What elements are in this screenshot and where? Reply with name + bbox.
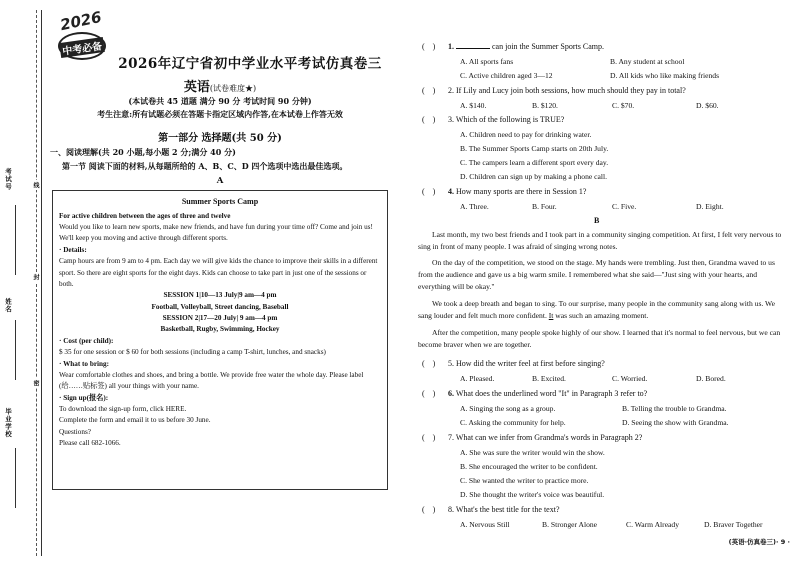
q3-option-c[interactable]: C. The campers learn a different sport every day.: [460, 158, 609, 167]
part-heading: 第一部分 选择题(共 50 分): [158, 133, 282, 144]
q5-option-c[interactable]: C. Worried.: [612, 374, 648, 383]
question-8: [422, 505, 560, 514]
question-4: [422, 187, 586, 196]
q2-option-a[interactable]: A. $140.: [460, 101, 487, 110]
name-field[interactable]: [15, 320, 16, 380]
question-number: 2.: [448, 86, 454, 95]
q3-option-d[interactable]: D. Children can sign up by making a phone call.: [460, 172, 607, 181]
question-number: 4.: [448, 187, 454, 196]
answer-paren[interactable]: ( ): [422, 86, 436, 95]
q8-option-c[interactable]: C. Warm Already: [626, 520, 680, 529]
passage-b-p4: After the competition, many people spoke highly of our show. I learned that it's normal to feel nervous, but we can become braver when we are together.: [418, 328, 781, 349]
session-1: SESSION 1|10—13 July|9 am—4 pm: [163, 291, 277, 300]
exam-subject: [48, 76, 392, 95]
q5-option-d[interactable]: D. Bored.: [696, 374, 726, 383]
passage-a-title: Summer Sports Camp: [181, 197, 259, 206]
questions-line: Questions?: [59, 427, 91, 436]
exam-title: 2026年辽宁省初中学业水平考试仿真卷三: [118, 56, 382, 72]
question-stem: What can we infer from Grandma's words in Paragraph 2?: [455, 433, 643, 442]
cut-mark-seal: 封: [32, 274, 39, 280]
subject-name: 英语: [183, 80, 210, 95]
q2-option-c[interactable]: C. $70.: [612, 101, 635, 110]
question-6: [422, 389, 647, 398]
call-line: Please call 682-1066.: [59, 439, 121, 448]
bring-label: · What to bring:: [59, 359, 109, 368]
right-column: [414, 0, 790, 566]
name-label: 姓名: [4, 298, 12, 313]
q1-option-a[interactable]: A. All sports fans: [460, 57, 514, 66]
question-2: [422, 86, 686, 95]
q7-option-c[interactable]: C. She wanted the writer to practice more.: [460, 476, 589, 485]
p3-text-b: was such an amazing moment.: [553, 310, 649, 320]
session-2-sports: Basketball, Rugby, Swimming, Hockey: [160, 325, 280, 334]
q3-option-a[interactable]: A. Children need to pay for drinking water.: [460, 130, 592, 139]
p3-text-a: We took a deep breath and began to sing. To our surprise, many people in the community sang along with us. We sang louder and felt much more confident.: [418, 299, 775, 320]
question-number: 7.: [448, 433, 454, 442]
question-stem: If Lily and Lucy join both sessions, how much should they pay in total?: [456, 86, 686, 95]
answer-paren[interactable]: ( ): [422, 42, 436, 51]
passage-a-intro: Would you like to learn new sports, make new friends, and have fun during your time off? Come and join us! We'll keep you moving and active through different sports.: [59, 223, 373, 243]
section-heading: 一、阅读理解(共 20 小题,每小题 2 分;满分 40 分): [50, 147, 236, 157]
left-column: [48, 0, 392, 566]
question-3: [422, 115, 564, 124]
cost-text: $ 35 for one session or $ 60 for both sessions (including a camp T-shirt, lunches, and snacks): [59, 348, 326, 357]
answer-paren[interactable]: ( ): [422, 115, 436, 124]
question-stem: can join the Summer Sports Camp.: [492, 42, 604, 51]
q6-option-d[interactable]: D. Seeing the show with Grandma.: [622, 418, 729, 427]
question-stem: How did the writer feel at first before singing?: [456, 359, 605, 368]
exam-number-label: 考试号: [4, 168, 12, 191]
answer-blank: [456, 43, 490, 49]
passage-b-p1: Last month, my two best friends and I took part in a community singing competition. At first, I felt very nervous to sing in front of many people. I was afraid of singing wrong notes.: [418, 230, 782, 251]
passage-b-label: B: [594, 216, 600, 225]
question-number: 5.: [448, 359, 454, 368]
q2-option-d[interactable]: D. $60.: [696, 101, 719, 110]
question-stem: What's the best title for the text?: [455, 505, 560, 514]
exam-notice: 考生注意:所有试题必须在答题卡指定区域内作答,在本试卷上作答无效: [97, 109, 343, 119]
school-label: 毕业学校: [4, 408, 12, 438]
difficulty-label: (试卷难度★): [209, 84, 257, 93]
question-number: 8.: [448, 505, 454, 514]
q6-option-c[interactable]: C. Asking the community for help.: [460, 418, 566, 427]
passage-b-p2: On the day of the competition, we stood on the stage. My hands were trembling. Just then, Grandma waved to us from the audience and gave us a big warm smile. I remembered what she said—"Just sing with your hearts, and everything will be okay.": [418, 258, 775, 291]
cut-mark-secret: 密: [32, 380, 39, 386]
q4-option-b[interactable]: B. Four.: [532, 202, 557, 211]
logo-brand: 中考必备: [59, 37, 105, 58]
q4-option-a[interactable]: A. Three.: [460, 202, 489, 211]
answer-paren[interactable]: ( ): [422, 187, 436, 196]
q1-option-d[interactable]: D. All kids who like making friends: [610, 71, 720, 80]
q3-option-b[interactable]: B. The Summer Sports Camp starts on 20th July.: [460, 144, 609, 153]
details-text: Camp hours are from 9 am to 4 pm. Each day we will give kids the chance to improve their skills in a different sport. So there are eight sports for the eight days. Kids can choose to take part in just one of the sessions or both.: [59, 257, 378, 288]
answer-paren[interactable]: ( ): [422, 359, 436, 368]
details-label: · Details:: [59, 245, 87, 254]
signup-line-2: Complete the form and email it to us before 30 June.: [59, 416, 211, 425]
q1-option-b[interactable]: B. Any student at school: [610, 57, 685, 66]
q7-option-d[interactable]: D. She thought the writer's voice was beautiful.: [460, 490, 605, 499]
q5-option-a[interactable]: A. Pleased.: [460, 374, 495, 383]
passage-a-label: A: [216, 176, 224, 186]
school-field[interactable]: [15, 448, 16, 508]
session-2: SESSION 2|17—20 July| 9 am—4 pm: [162, 314, 278, 322]
question-number: 1.: [448, 42, 454, 51]
dashed-cut-line: [36, 10, 37, 556]
session-1-sports: Football, Volleyball, Street dancing, Baseball: [151, 302, 289, 311]
q7-option-b[interactable]: B. She encouraged the writer to be confident.: [460, 462, 598, 471]
answer-paren[interactable]: ( ): [422, 505, 436, 514]
margin-line: [41, 10, 42, 556]
q8-option-b[interactable]: B. Stronger Alone: [542, 520, 598, 529]
question-stem: How many sports are there in Session 1?: [456, 187, 587, 196]
q1-option-c[interactable]: C. Active children aged 3—12: [460, 71, 553, 80]
question-number: 6.: [448, 389, 454, 398]
question-7: [422, 433, 642, 442]
p3-underlined-it: It: [548, 310, 554, 320]
exam-number-field[interactable]: [15, 205, 16, 275]
subsection-heading: 第一节 阅读下面的材料,从每题所给的 A、B、C、D 四个选项中选出最佳选项。: [62, 161, 348, 171]
q5-option-b[interactable]: B. Excited.: [532, 374, 566, 383]
q6-option-a[interactable]: A. Singing the song as a group.: [460, 404, 556, 413]
passage-a-box: [52, 190, 388, 490]
q4-option-d[interactable]: D. Eight.: [696, 202, 724, 211]
cost-label: · Cost (per child):: [59, 336, 114, 345]
passage-a-audience: For active children between the ages of three and twelve: [59, 211, 231, 220]
q2-option-b[interactable]: B. $120.: [532, 101, 558, 110]
signup-line-1: To download the sign-up form, click HERE.: [59, 405, 187, 413]
signup-label: · Sign up(报名):: [59, 393, 109, 402]
question-1: [422, 42, 604, 51]
q8-option-a[interactable]: A. Nervous Still: [460, 520, 510, 529]
page-footer: (英语·仿真卷三)· 9 ·: [728, 538, 790, 546]
answer-paren[interactable]: ( ): [422, 389, 436, 398]
q6-option-b[interactable]: B. Telling the trouble to Grandma.: [622, 404, 727, 413]
q7-option-a[interactable]: A. She was sure the writer would win the show.: [460, 448, 605, 457]
passage-b-p3: [418, 298, 782, 322]
answer-paren[interactable]: ( ): [422, 433, 436, 442]
logo-year: 2026: [58, 7, 104, 35]
exam-meta: (本试卷共 45 道题 满分 90 分 考试时间 90 分钟): [128, 96, 312, 106]
bring-text: Wear comfortable clothes and shoes, and bring a bottle. We provide free water the whole day. Please label (给……贴标签) all your things with your name.: [59, 370, 364, 391]
cut-mark-line: 线: [32, 182, 39, 188]
question-number: 3.: [448, 115, 454, 124]
q8-option-d[interactable]: D. Braver Together: [704, 520, 763, 529]
exam-logo: [56, 7, 108, 72]
q4-option-c[interactable]: C. Five.: [612, 202, 637, 211]
binding-strip: [0, 0, 44, 566]
question-stem: Which of the following is TRUE?: [455, 115, 565, 124]
question-5: [422, 359, 605, 368]
question-stem: What does the underlined word "It" in Paragraph 3 refer to?: [455, 389, 648, 398]
